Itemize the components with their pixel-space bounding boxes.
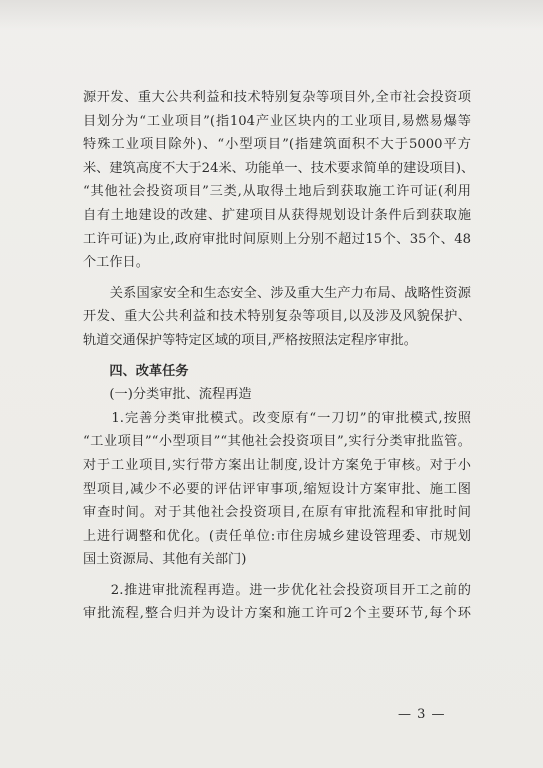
text-line: 型项目,减少不必要的评估评审事项,缩短设计方案审批、施工图 (83, 481, 471, 497)
paragraph-gap (83, 353, 471, 360)
text-line: 轨道交通保护等特定区域的项目,严格按照法定程序审批。 (83, 332, 417, 348)
text-line: 2.推进审批流程再造。进一步优化社会投资项目开工之前的 (83, 582, 471, 598)
item-paragraph-1 (83, 407, 471, 572)
text-line: 审查时间。对于其他社会投资项目,在原有审批流程和审批时间 (83, 505, 471, 521)
text-line: 米、建筑高度不大于24米、功能单一、技术要求简单的建设项目)、 (83, 160, 475, 176)
text-line: “工业项目”“小型项目”“其他社会投资项目”,实行分类审批监管。 (83, 434, 471, 450)
text-line: 关系国家安全和生态安全、涉及重大生产力布局、战略性资源 (83, 285, 471, 301)
text-line: 开发、重大公共利益和技术特别复杂等项目,以及涉及风貌保护、 (83, 309, 471, 325)
paragraph-1 (83, 86, 475, 275)
text-line: “其他社会投资项目”三类,从取得土地后到获取施工许可证(利用 (83, 184, 471, 200)
text-line: 个工作日。 (83, 255, 149, 271)
text-line: 工许可证)为止,政府审批时间原则上分别不超过15个、35个、48 (83, 231, 471, 247)
text-line: 1.完善分类审批模式。改变原有“一刀切”的审批模式,按照 (83, 410, 471, 426)
item-paragraph-2 (83, 579, 471, 626)
document-body (83, 86, 475, 626)
text-line: 特殊工业项目除外)、“小型项目”(指建筑面积不大于5000平方 (83, 137, 471, 153)
paragraph-2 (83, 282, 471, 353)
text-line: 国土资源局、其他有关部门) (83, 552, 247, 568)
text-line: 审批流程,整合归并为设计方案和施工许可2个主要环节,每个环 (83, 606, 471, 622)
text-line: 上进行调整和优化。(责任单位:市住房城乡建设管理委、市规划 (83, 528, 471, 544)
scan-shadow (0, 0, 543, 30)
text-line: 对于工业项目,实行带方案出让制度,设计方案免于审核。对于小 (83, 457, 471, 473)
section-heading: 四、改革任务 (83, 363, 189, 379)
text-line: 自有土地建设的改建、扩建项目从获得规划设计条件后到获取施 (83, 207, 471, 223)
paragraph-gap (83, 275, 471, 282)
text-line: 目划分为“工业项目”(指104产业区块内的工业项目,易燃易爆等 (83, 113, 471, 129)
page-number: — 3 — (398, 707, 446, 722)
paragraph-gap (83, 572, 471, 579)
text-line: 源开发、重大公共利益和技术特别复杂等项目外,全市社会投资项 (83, 90, 471, 105)
subsection-heading: (一)分类审批、流程再造 (83, 387, 252, 403)
